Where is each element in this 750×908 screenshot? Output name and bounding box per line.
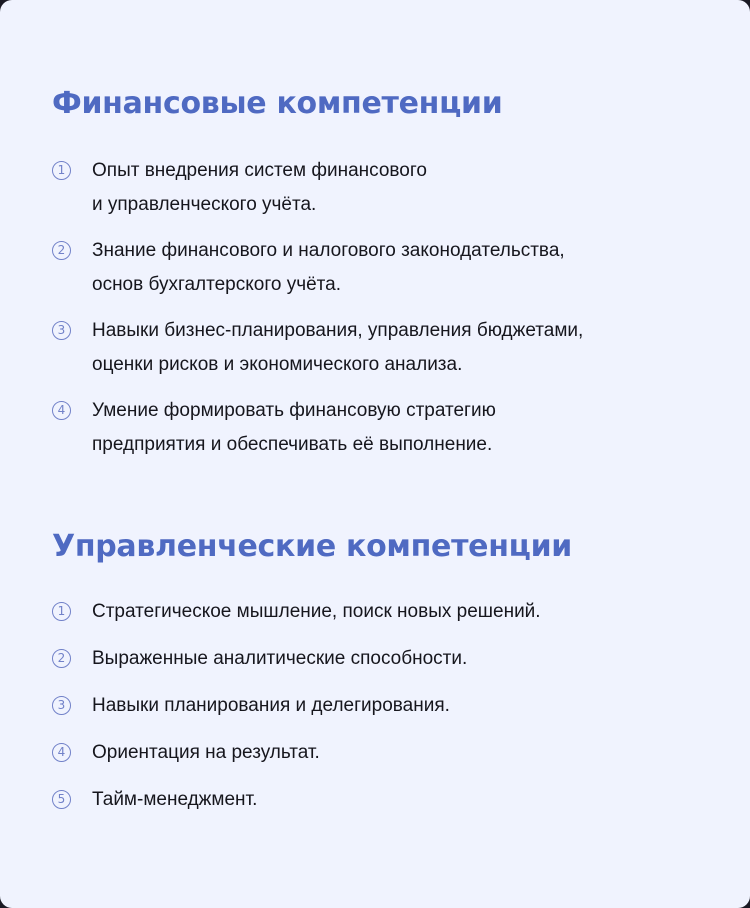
list-item-text: Навыки планирования и делегирования. bbox=[92, 695, 450, 716]
list-item bbox=[52, 314, 720, 382]
list-item bbox=[52, 736, 720, 770]
list-item-text bbox=[92, 234, 720, 302]
list-item bbox=[52, 783, 720, 817]
number-badge-icon: 5 bbox=[52, 790, 71, 809]
number-badge-icon: 1 bbox=[52, 602, 71, 621]
list-item-text: Ориентация на результат. bbox=[92, 742, 320, 763]
list-item bbox=[52, 394, 720, 462]
list-item-line: Знание финансового и налогового законодательства, bbox=[92, 240, 565, 261]
list-item-text bbox=[92, 154, 720, 222]
section-title-management: Управленческие компетенции bbox=[52, 529, 573, 564]
list-item-line: Опыт внедрения систем финансового bbox=[92, 160, 427, 181]
section-title-financial: Финансовые компетенции bbox=[52, 86, 503, 121]
list-item-text bbox=[92, 314, 720, 382]
number-badge-icon: 3 bbox=[52, 696, 71, 715]
list-item-text bbox=[92, 394, 720, 462]
list-item-text: Тайм-менеджмент. bbox=[92, 789, 258, 810]
number-badge-icon: 2 bbox=[52, 241, 71, 260]
financial-competencies-section bbox=[52, 84, 720, 474]
list-item-line: оценки рисков и экономического анализа. bbox=[92, 354, 463, 375]
number-badge-icon: 4 bbox=[52, 401, 71, 420]
list-item-line: Умение формировать финансовую стратегию bbox=[92, 400, 496, 421]
list-item-line: Навыки бизнес-планирования, управления бюджетами, bbox=[92, 320, 584, 341]
number-badge-icon: 2 bbox=[52, 649, 71, 668]
list-item-text: Стратегическое мышление, поиск новых решений. bbox=[92, 601, 541, 622]
list-item-line: и управленческого учёта. bbox=[92, 194, 317, 215]
number-badge-icon: 4 bbox=[52, 743, 71, 762]
list-item bbox=[52, 154, 720, 222]
list-item-text: Выраженные аналитические способности. bbox=[92, 648, 468, 669]
list-item-line: предприятия и обеспечивать её выполнение. bbox=[92, 434, 493, 455]
list-item bbox=[52, 642, 720, 676]
list-item bbox=[52, 234, 720, 302]
number-badge-icon: 3 bbox=[52, 321, 71, 340]
list-item bbox=[52, 595, 720, 629]
financial-competencies-list bbox=[52, 154, 720, 462]
management-competencies-list bbox=[52, 595, 720, 817]
management-competencies-section bbox=[52, 527, 720, 830]
number-badge-icon: 1 bbox=[52, 161, 71, 180]
list-item bbox=[52, 689, 720, 723]
list-item-line: основ бухгалтерского учёта. bbox=[92, 274, 342, 295]
